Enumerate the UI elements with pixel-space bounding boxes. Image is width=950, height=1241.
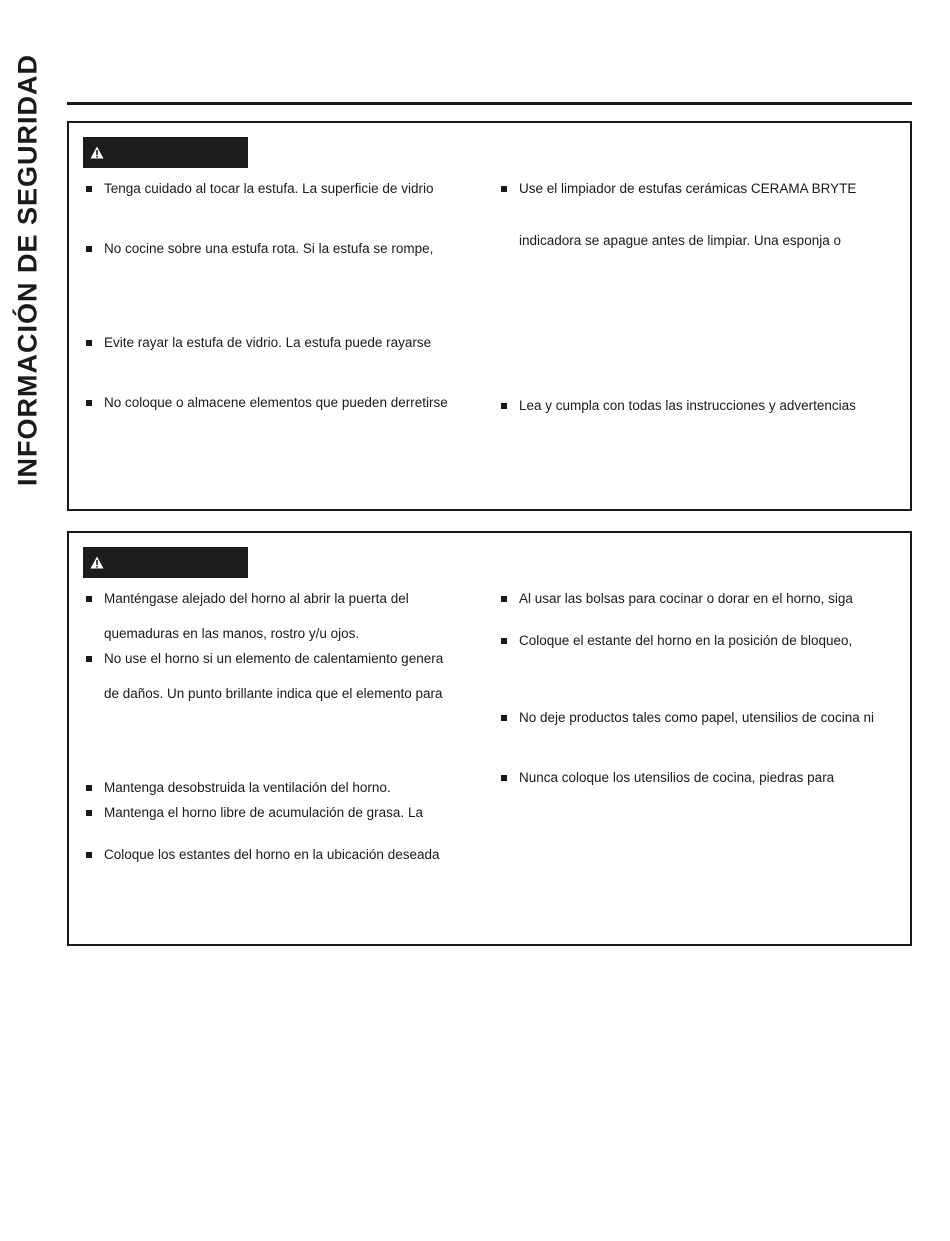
- bullet-icon: [501, 775, 507, 781]
- list-item: No cocine sobre una estufa rota. Si la estufa se rompe,: [104, 241, 434, 256]
- bullet-icon: [86, 656, 92, 662]
- list-item: Al usar las bolsas para cocinar o dorar en el horno, siga: [519, 591, 853, 606]
- section-title-vertical: INFORMACIÓN DE SEGURIDAD: [12, 53, 43, 487]
- list-item-continuation: quemaduras en las manos, rostro y/u ojos.: [104, 626, 360, 641]
- bullet-icon: [86, 340, 92, 346]
- bullet-icon: [86, 785, 92, 791]
- list-item: Coloque el estante del horno en la posición de bloqueo,: [519, 633, 853, 648]
- list-item: Manténgase alejado del horno al abrir la puerta del: [104, 591, 409, 606]
- list-item: Lea y cumpla con todas las instrucciones y advertencias: [519, 398, 856, 413]
- list-item: Mantenga el horno libre de acumulación de grasa. La: [104, 805, 423, 820]
- list-item: Mantenga desobstruida la ventilación del horno.: [104, 780, 391, 795]
- warning-box-cooktop: [67, 121, 912, 511]
- bullet-icon: [501, 596, 507, 602]
- bullet-icon: [501, 186, 507, 192]
- warning-box-oven: [67, 531, 912, 946]
- bullet-icon: [86, 810, 92, 816]
- list-item-continuation: indicadora se apague antes de limpiar. Una esponja o: [519, 233, 841, 248]
- warning-triangle-icon: [90, 146, 104, 159]
- warning-triangle-icon: [90, 556, 104, 569]
- list-item: No use el horno si un elemento de calentamiento genera: [104, 651, 444, 666]
- bullet-icon: [86, 852, 92, 858]
- top-rule: [67, 102, 912, 105]
- bullet-icon: [501, 715, 507, 721]
- list-item: Coloque los estantes del horno en la ubicación deseada: [104, 847, 440, 862]
- warning-header: [83, 137, 248, 168]
- bullet-icon: [501, 403, 507, 409]
- list-item: Nunca coloque los utensilios de cocina, piedras para: [519, 770, 835, 785]
- bullet-icon: [501, 638, 507, 644]
- warning-header: [83, 547, 248, 578]
- bullet-icon: [86, 186, 92, 192]
- list-item: Tenga cuidado al tocar la estufa. La superficie de vidrio: [104, 181, 434, 196]
- list-item-continuation: de daños. Un punto brillante indica que el elemento para: [104, 686, 443, 701]
- bullet-icon: [86, 596, 92, 602]
- list-item: Evite rayar la estufa de vidrio. La estufa puede rayarse: [104, 335, 432, 350]
- list-item: No deje productos tales como papel, utensilios de cocina ni: [519, 710, 874, 725]
- list-item: No coloque o almacene elementos que pueden derretirse: [104, 395, 448, 410]
- list-item: Use el limpiador de estufas cerámicas CERAMA BRYTE: [519, 181, 857, 196]
- bullet-icon: [86, 246, 92, 252]
- bullet-icon: [86, 400, 92, 406]
